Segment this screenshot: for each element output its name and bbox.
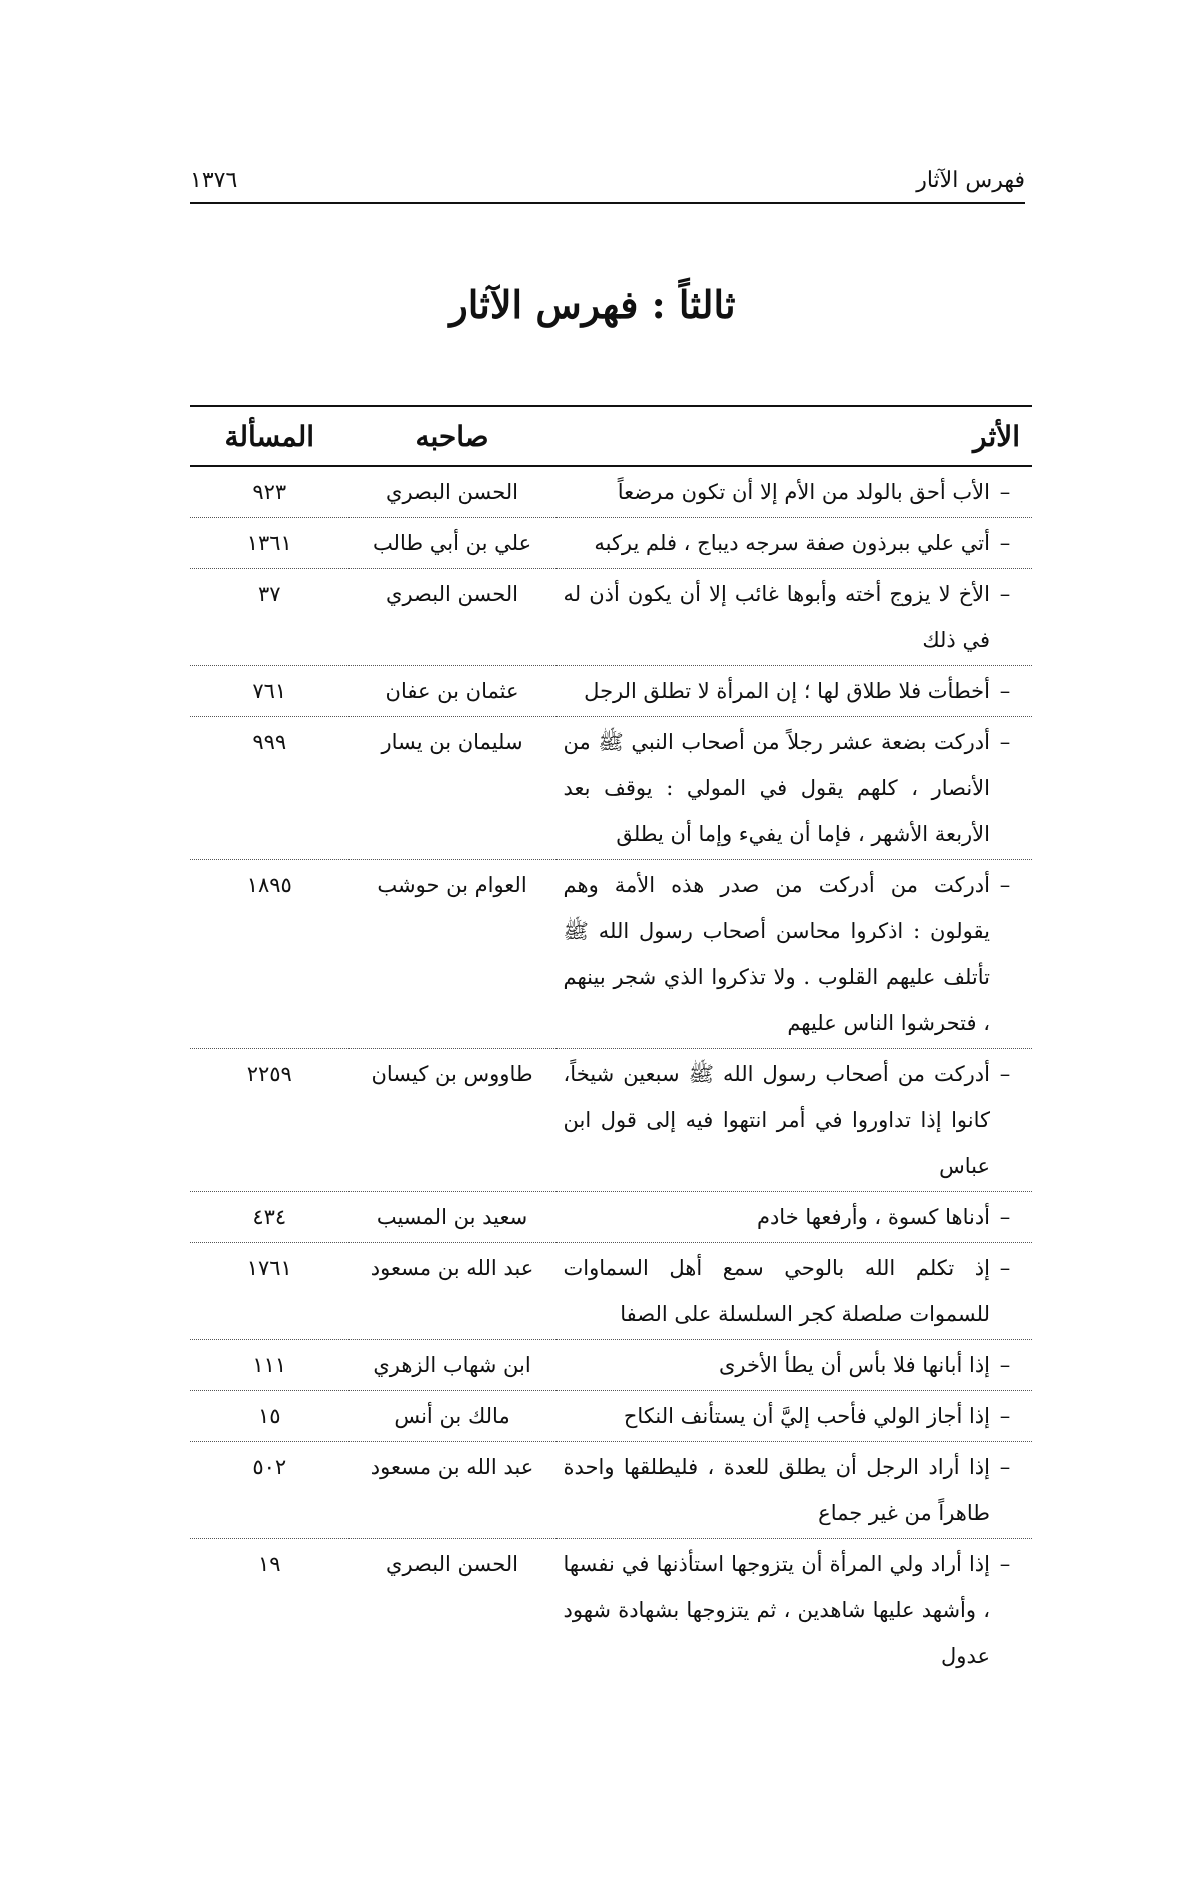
companion-name: طاووس بن كيسان xyxy=(349,1049,556,1192)
row-dash: – xyxy=(999,1256,1011,1280)
row-dash: – xyxy=(999,480,1011,504)
header-rule xyxy=(190,202,1025,204)
athar-text: إذ تكلم الله بالوحي سمع أهل السماوات للسموات صلصلة كجر السلسلة على الصفا xyxy=(563,1256,990,1326)
issue-number: ٩٩٩ xyxy=(190,717,349,860)
page-number: ١٣٧٦ xyxy=(190,168,238,193)
issue-number: ١٨٩٥ xyxy=(190,860,349,1049)
issue-number: ١٩ xyxy=(257,1552,281,1576)
athar-text: أتي علي ببرذون صفة سرجه ديباج ، فلم يركبه xyxy=(594,531,990,555)
issue-number: ٢٢٥٩ xyxy=(190,1049,349,1192)
table-row xyxy=(190,1243,1032,1340)
table-row xyxy=(190,717,1032,860)
table-row xyxy=(190,1539,1032,1682)
table-row xyxy=(190,1192,1032,1243)
row-dash: – xyxy=(999,582,1011,606)
issue-number: ٣٧ xyxy=(190,569,349,666)
column-header-athar: الأثر xyxy=(556,406,1032,466)
athar-text: أدركت بضعة عشر رجلاً من أصحاب النبي ﷺ من الأنصار ، كلهم يقول في المولي : يوقف بعد الأربعة الأشهر ، فإما أن يفيء وإما أن يطلق xyxy=(563,730,990,846)
athar-text: الأخ لا يزوج أخته وأبوها غائب إلا أن يكون أذن له في ذلك xyxy=(563,582,990,652)
row-dash: – xyxy=(999,1205,1011,1229)
table-row xyxy=(190,1442,1032,1539)
row-dash: – xyxy=(999,679,1011,703)
athar-text: إذا أراد ولي المرأة أن يتزوجها استأذنها في نفسها ، وأشهد عليها شاهدين ، ثم يتزوجها بشهادة شهود عدول xyxy=(563,1552,990,1668)
companion-name: عبد الله بن مسعود xyxy=(349,1243,556,1340)
section-title: ثالثاً : فهرس الآثار xyxy=(449,282,736,327)
athar-text: إذا أراد الرجل أن يطلق للعدة ، فليطلقها واحدة طاهراً من غير جماع xyxy=(563,1455,990,1525)
athar-text: أدركت من أدركت من صدر هذه الأمة وهم يقولون : اذكروا محاسن أصحاب رسول الله ﷺ تأتلف عليهم القلوب . ولا تذكروا الذي شجر بينهم ، فتحرشوا الناس عليهم xyxy=(563,873,990,1035)
issue-number: ٧٦١ xyxy=(190,666,349,717)
row-dash: – xyxy=(999,873,1011,897)
row-dash: – xyxy=(999,531,1011,555)
table-header-row xyxy=(190,406,1032,466)
row-dash: – xyxy=(999,1062,1011,1086)
issue-number: ١١١ xyxy=(190,1340,349,1391)
athar-text: إذا أجاز الولي فأحب إليَّ أن يستأنف النكاح xyxy=(623,1404,990,1428)
issue-number: ١٣٦١ xyxy=(190,518,349,569)
table-row xyxy=(190,666,1032,717)
issue-number: ١٥ xyxy=(190,1391,349,1442)
column-header-companion: صاحبه xyxy=(349,406,556,466)
table-row xyxy=(190,466,1032,518)
issue-number: ١٧٦١ xyxy=(190,1243,349,1340)
row-dash: – xyxy=(999,1404,1011,1428)
column-header-issue: المسألة xyxy=(190,406,349,466)
table-row xyxy=(190,518,1032,569)
athar-text: أدركت من أصحاب رسول الله ﷺ سبعين شيخاً، كانوا إذا تداوروا في أمر انتهوا فيه إلى قول ابن عباس xyxy=(563,1062,990,1178)
table-row xyxy=(190,1340,1032,1391)
companion-name: علي بن أبي طالب xyxy=(349,518,556,569)
athar-index-table xyxy=(190,405,1032,1681)
companion-name: مالك بن أنس xyxy=(349,1391,556,1442)
row-dash: – xyxy=(999,1353,1011,1377)
companion-name: الحسن البصري xyxy=(349,569,556,666)
companion-name: سليمان بن يسار xyxy=(349,717,556,860)
issue-number: ٩٢٣ xyxy=(190,466,349,518)
issue-number: ٤٣٤ xyxy=(190,1192,349,1243)
table-row xyxy=(190,860,1032,1049)
table-row xyxy=(190,1391,1032,1442)
table-row xyxy=(190,569,1032,666)
companion-name: العوام بن حوشب xyxy=(349,860,556,1049)
athar-text: أخطأت فلا طلاق لها ؛ إن المرأة لا تطلق الرجل xyxy=(584,679,990,703)
companion-name: سعيد بن المسيب xyxy=(349,1192,556,1243)
row-dash: – xyxy=(999,730,1011,754)
row-dash: – xyxy=(999,1455,1011,1479)
companion-name: عثمان بن عفان xyxy=(349,666,556,717)
row-dash: – xyxy=(999,1552,1011,1576)
running-header xyxy=(190,168,1025,202)
athar-text: أدناها كسوة ، وأرفعها خادم xyxy=(756,1205,990,1229)
companion-name: الحسن البصري xyxy=(386,1552,519,1576)
table-row xyxy=(190,1049,1032,1192)
issue-number: ٥٠٢ xyxy=(190,1442,349,1539)
athar-text: الأب أحق بالولد من الأم إلا أن تكون مرضعاً xyxy=(617,480,990,504)
header-title: فهرس الآثار xyxy=(916,168,1025,193)
athar-text: إذا أبانها فلا بأس أن يطأ الأخرى xyxy=(718,1353,990,1377)
companion-name: ابن شهاب الزهري xyxy=(349,1340,556,1391)
companion-name: الحسن البصري xyxy=(349,466,556,518)
companion-name: عبد الله بن مسعود xyxy=(349,1442,556,1539)
